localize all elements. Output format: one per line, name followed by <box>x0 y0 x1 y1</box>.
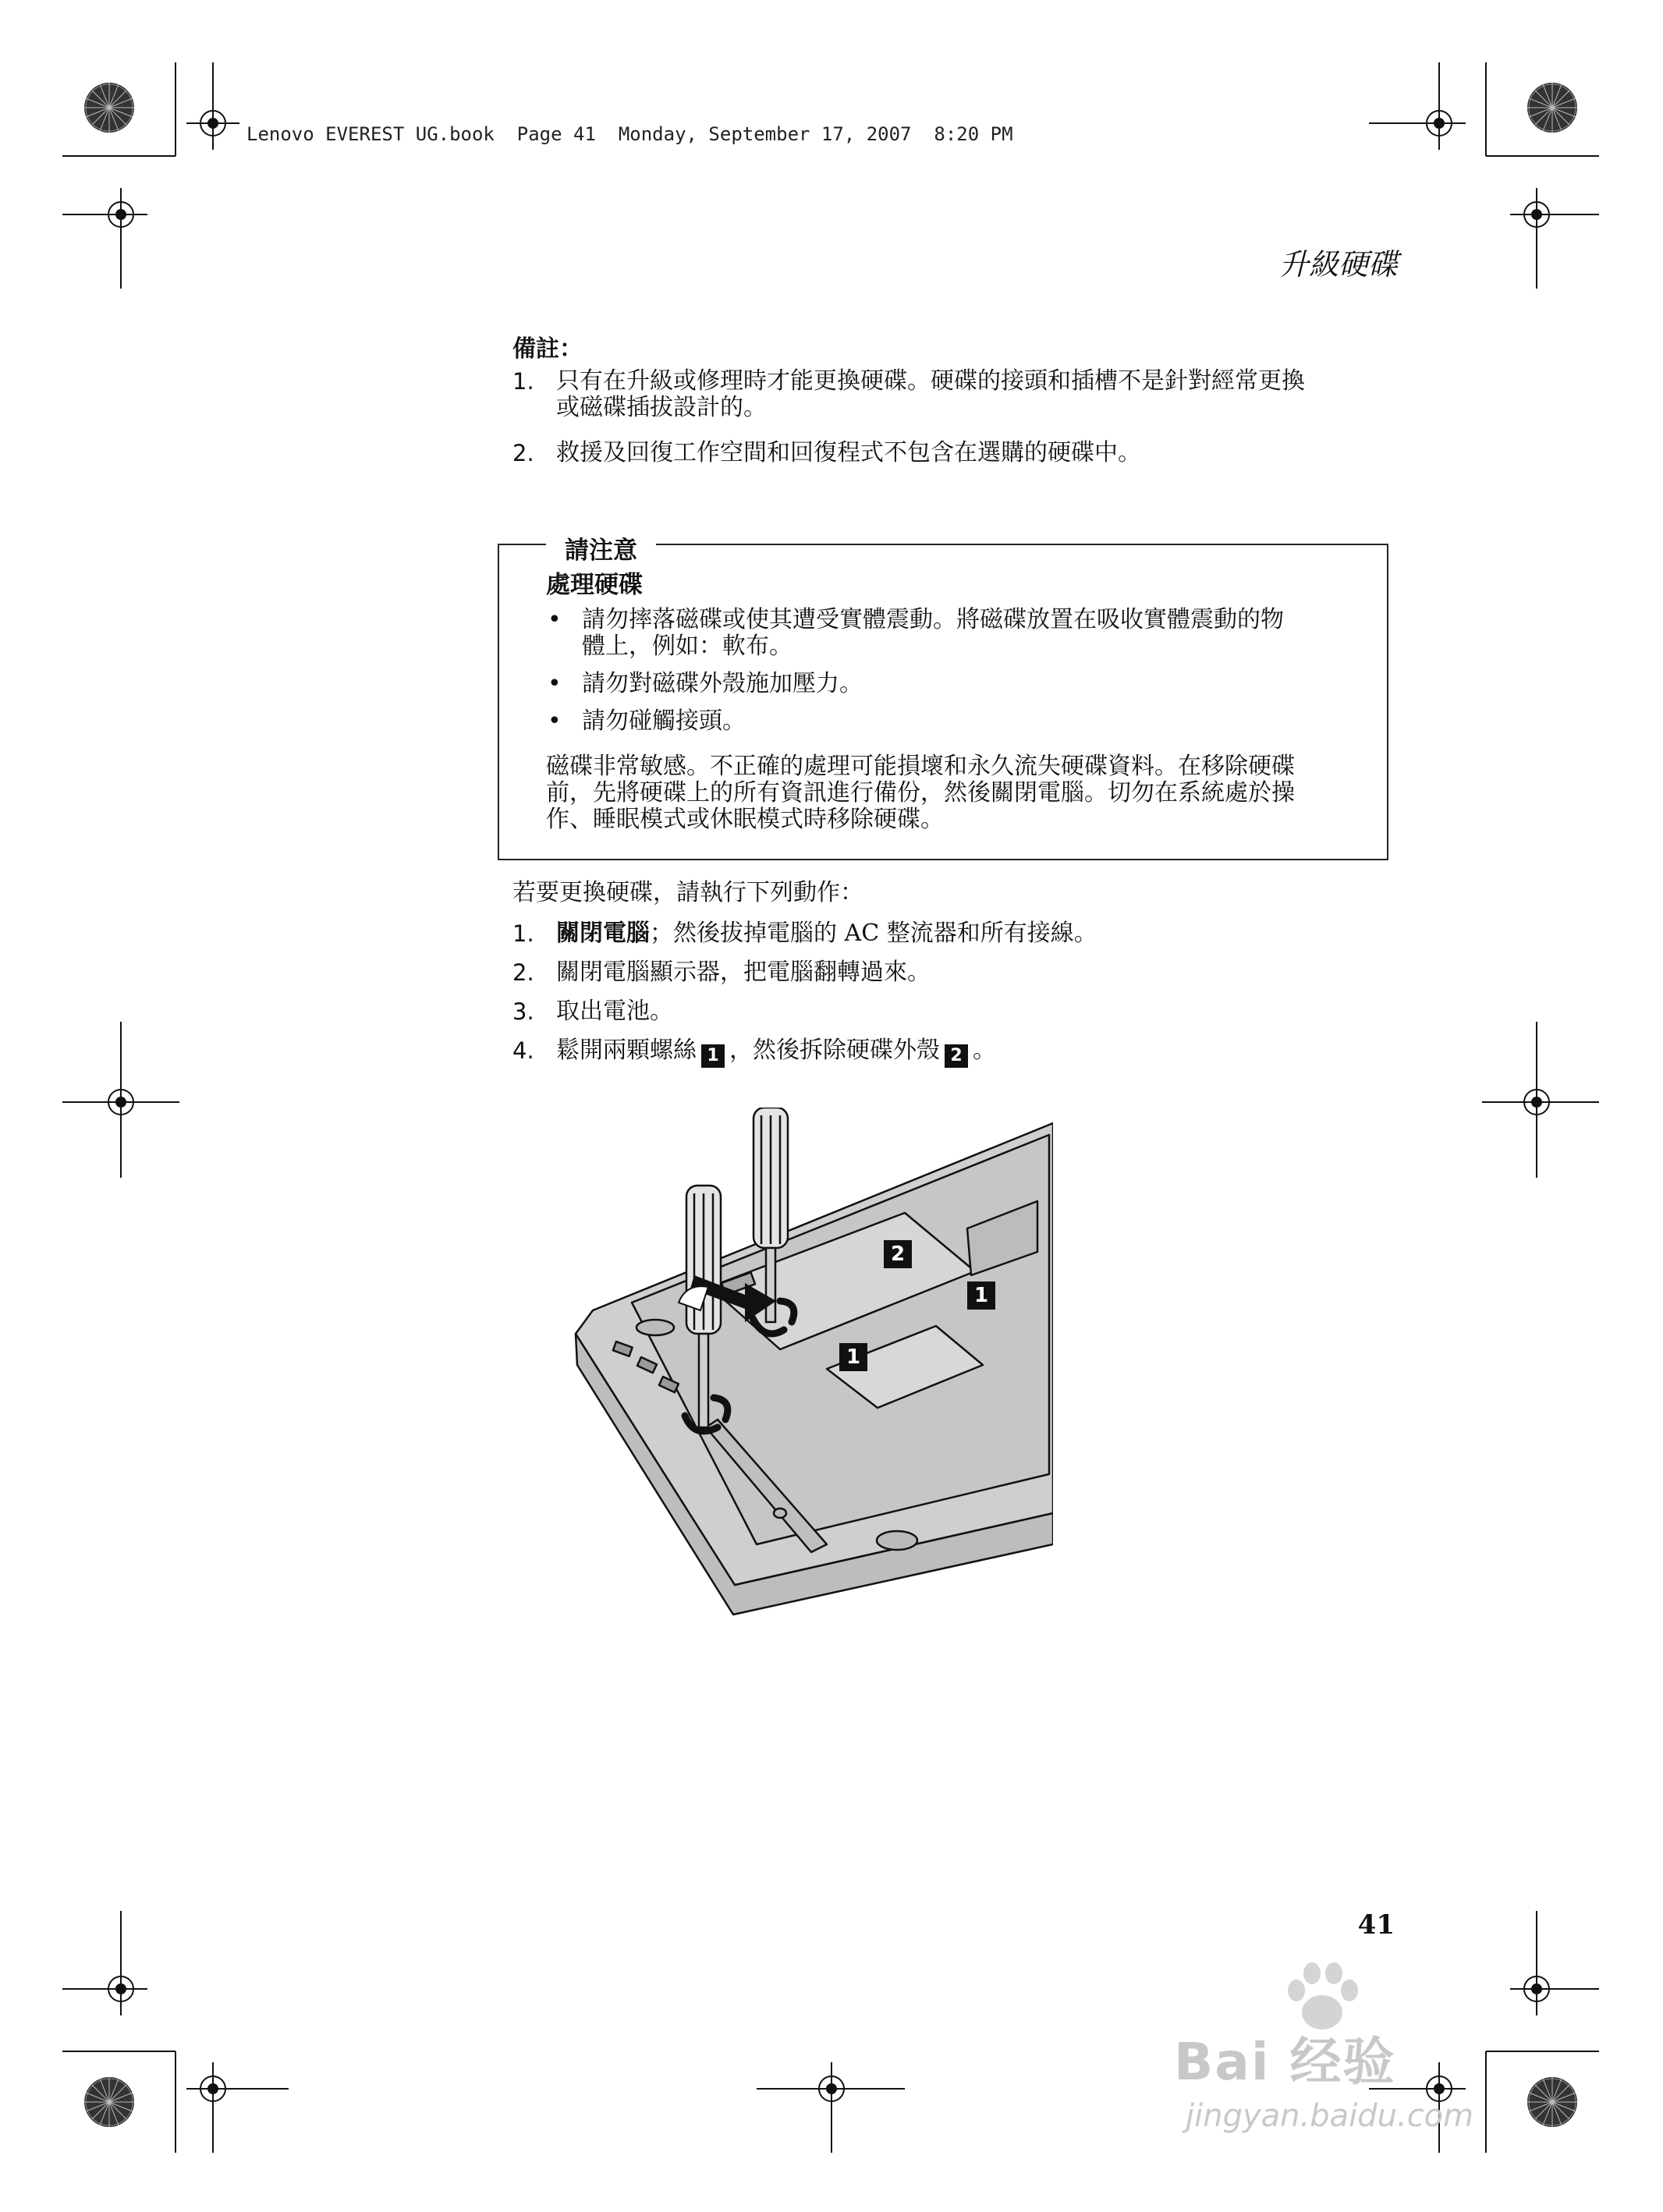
bullet-dot: • <box>548 707 562 735</box>
attention-subtitle: 處理硬碟 <box>546 571 643 599</box>
laptop-bottom-illustration <box>569 1108 1053 1638</box>
bullet-text <box>582 607 1378 660</box>
illustration-callout-1: 1 <box>839 1343 867 1371</box>
section-title: 升級硬碟 <box>1278 247 1398 282</box>
callout-marker: 2 <box>945 1044 968 1068</box>
step-text: 鬆開兩顆螺絲 <box>556 1037 697 1064</box>
list-text: 取出電池。 <box>556 998 673 1025</box>
book-header-line: Lenovo EVEREST UG.book Page 41 Monday, September 17, 2007 8:20 PM <box>246 123 1013 145</box>
list-text <box>556 368 1399 421</box>
bullet-text-line: 體上，例如：軟布。 <box>582 633 792 660</box>
paragraph-line: 作、睡眠模式或休眠模式時移除硬碟。 <box>546 806 944 833</box>
bullet-dot: • <box>548 606 562 633</box>
watermark-text: Bai 经验 <box>1174 2032 1396 2092</box>
list-text-line: 或磁碟插拔設計的。 <box>556 394 767 421</box>
list-number: 1. <box>512 368 534 395</box>
list-text: 關閉電腦顯示器，把電腦翻轉過來。 <box>556 959 931 986</box>
attention-paragraph <box>546 753 1382 833</box>
list-text <box>556 1037 1399 1068</box>
crop-mark-bottom-center <box>757 2062 905 2153</box>
attention-bullets <box>546 607 1381 747</box>
crop-mark-top-left <box>62 62 239 289</box>
list-number: 3. <box>512 998 534 1025</box>
paragraph-line: 磁碟非常敏感。不正確的處理可能損壞和永久流失硬碟資料。在移除硬碟 <box>546 753 1295 780</box>
list-text-line: 只有在升級或修理時才能更換硬碟。硬碟的接頭和插槽不是針對經常更換 <box>556 367 1305 395</box>
bullet-text-line: 請勿摔落磁碟或使其遭受實體震動。將磁碟放置在吸收實體震動的物 <box>582 606 1284 633</box>
page-number: 41 <box>1357 1909 1395 1941</box>
attention-title: 請注意 <box>546 530 656 565</box>
illustration-callout-1: 1 <box>967 1281 995 1310</box>
list-text: 救援及回復工作空間和回復程式不包含在選購的硬碟中。 <box>556 439 1141 466</box>
step-text: 。 <box>973 1037 996 1064</box>
step-text: ；然後拔掉電腦的 AC 整流器和所有接線。 <box>650 920 1097 947</box>
list-number: 2. <box>512 959 534 986</box>
procedure-intro: 若要更換硬碟，請執行下列動作： <box>512 879 863 906</box>
step-text: ，然後拆除硬碟外殼 <box>729 1037 940 1064</box>
crop-mark-top-right <box>1369 62 1599 289</box>
procedure-steps <box>512 920 1402 1069</box>
list-number: 4. <box>512 1037 534 1064</box>
watermark-url: jingyan.baidu.com <box>1186 2098 1474 2134</box>
crop-mark-bottom-left <box>62 1911 289 2153</box>
list-text <box>556 920 1399 947</box>
step-bold-text: 關閉電腦 <box>556 920 650 947</box>
paragraph-line: 前，先將硬碟上的所有資訊進行備份，然後關閉電腦。切勿在系統處於操 <box>546 779 1295 806</box>
crop-mark-middle-right <box>1482 1022 1599 1178</box>
bullet-text: 請勿碰觸接頭。 <box>582 707 746 735</box>
notes-label: 備註： <box>512 335 583 363</box>
bullet-dot: • <box>548 670 562 697</box>
list-number: 2. <box>512 440 534 466</box>
list-number: 1. <box>512 920 534 947</box>
crop-mark-middle-left <box>62 1022 179 1178</box>
callout-marker: 1 <box>701 1044 725 1068</box>
illustration-callout-2: 2 <box>884 1240 912 1268</box>
bullet-text: 請勿對磁碟外殼施加壓力。 <box>582 670 863 697</box>
notes-list <box>512 368 1402 477</box>
